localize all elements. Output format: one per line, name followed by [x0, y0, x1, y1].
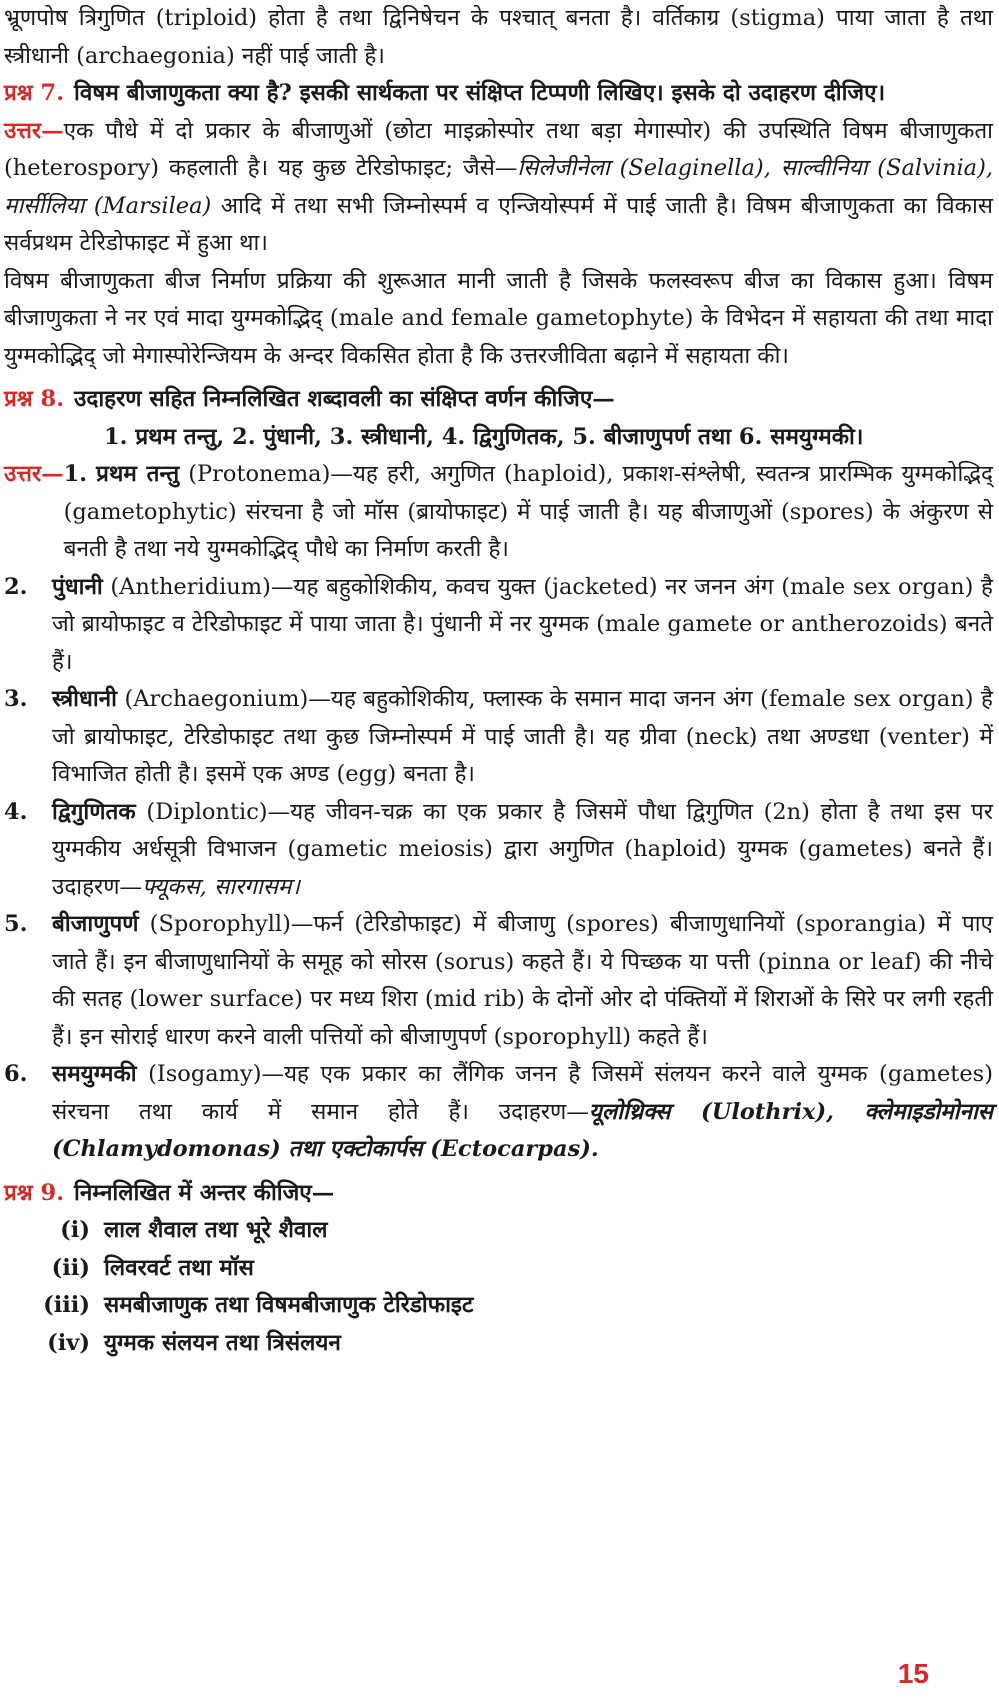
answer-7-text-b: आदि में तथा सभी जिम्नोस्पर्म व एन्जियोस्पर्म में पाई जाती है। विषम बीजाणुकता का विकास सर्वप्रथम टेरिडोफाइट में हुआ था। [4, 192, 993, 256]
answer-8-item-term: द्विगुणितक [52, 798, 136, 825]
question-7-text: विषम बीजाणुकता क्या है? इसकी सार्थकता पर संक्षिप्त टिप्पणी लिखिए। इसके दो उदाहरण दीजिए। [74, 80, 886, 106]
answer-8-item-num: 4. [4, 798, 28, 825]
question-9-text: निम्नलिखित में अन्तर कीजिए— [74, 1179, 335, 1206]
answer-7-paragraph-1 [4, 113, 993, 263]
answer-8-item-body: (Isogamy)—यह एक प्रकार का लैंगिक जनन है जिसमें संलयन करने वाले युग्मक (gametes) संरचना तथा कार्य में समान होते हैं। उदाहरण— [52, 1061, 993, 1125]
list-item [4, 1250, 993, 1288]
question-8-label: प्रश्न 8. [4, 386, 65, 412]
list-item [4, 1212, 993, 1250]
question-7 [4, 75, 993, 113]
answer-8-item-body: (Protonema)—यह हरी, अगुणित (haploid), प्रकाश-संश्लेषी, स्वतन्त्र प्रारम्भिक युग्मकोद्भिद् (gametophytic) संरचना है जो मॉस (ब्रायोफाइट) में पाई जाती है। यह बीजाणुओं (spores) के अंकुरण से बनती है तथा नये युग्मकोद्भिद् पौधे का निर्माण करती है। [63, 461, 993, 562]
answer-8-item-example: यूलोथ्रिक्स (Ulothrix), क्लेमाइडोमोनास (Chlamydomonas) तथा एक्टोकार्पस (Ectocarpas). [52, 1098, 993, 1162]
answer-8-item-1 [4, 456, 993, 569]
question-9 [4, 1175, 993, 1213]
answer-8-label: उत्तर— [4, 461, 64, 487]
list-item-num: (iii) [43, 1292, 90, 1318]
question-9-label: प्रश्न 9. [4, 1179, 65, 1206]
list-item-text: समबीजाणुक तथा विषमबीजाणुक टेरिडोफाइट [104, 1292, 474, 1318]
answer-8-item-num: 2. [4, 573, 28, 600]
answer-8-item-num: 1. [63, 461, 88, 487]
answer-8-item-num: 5. [4, 911, 28, 937]
page-number: 15 [897, 1658, 929, 1689]
answer-8-item-3 [4, 681, 993, 794]
answer-7-text-a: एक पौधे में दो प्रकार के बीजाणुओं (छोटा माइक्रोस्पोर तथा बड़ा मेगास्पोर) की उपस्थिति विषम बीजाणुकता (heterospory) कहलाती है। यह कुछ टेरिडोफाइट; जैसे— [4, 117, 993, 181]
answer-8-item-example: फ्यूकस, सारगासम। [142, 873, 300, 900]
answer-8-item-term: समयुग्मकी [52, 1061, 137, 1087]
list-item-num: (ii) [51, 1254, 90, 1281]
answer-8-item-term: पुंधानी [52, 573, 103, 600]
answer-8-item-body: (Sporophyll)—फर्न (टेरिडोफाइट) में बीजाणु (spores) बीजाणुधानियों (sporangia) में पाए जाते हैं। इन बीजाणुधानियों के समूह को सोरस (sorus) कहते हैं। ये पिच्छक या पत्ती (pinna or leaf) की नीचे की सतह (lower surface) पर मध्य शिरा (mid rib) के दोनों ओर दो पंक्तियों में शिराओं के सिरे पर लगी रहती हैं। इन सोराई धारण करने वाली पत्तियों को बीजाणुपर्ण (sporophyll) कहते हैं। [52, 911, 993, 1050]
answer-8-item-2 [4, 569, 993, 682]
answer-8-item-body: (Antheridium)—यह बहुकोशिकीय, कवच युक्त (jacketed) नर जनन अंग (male sex organ) है जो ब्रायोफाइट व टेरिडोफाइट में पाया जाता है। पुंधानी में नर युग्मक (male gamete or antherozoids) बनते हैं। [52, 573, 993, 675]
answer-8-item-6 [4, 1056, 993, 1169]
answer-8-item-num: 3. [4, 686, 28, 712]
list-item-text: लाल शैवाल तथा भूरे शैवाल [104, 1217, 328, 1243]
list-item-text: युग्मक संलयन तथा त्रिसंलयन [104, 1329, 341, 1356]
question-8 [4, 381, 993, 419]
answer-7-label: उत्तर— [4, 117, 64, 144]
page-content [4, 0, 993, 1362]
answer-8-item-term: स्त्रीधानी [52, 686, 117, 712]
answer-8-item-term: प्रथम तन्तु [96, 461, 180, 487]
answer-7-examples: सिलेजीनेला (Selaginella), साल्वीनिया (Salvinia), मार्सीलिया (Marsilea) [4, 155, 994, 219]
answer-8-item-num: 6. [4, 1061, 28, 1087]
answer-8-item-body: (Diplontic)—यह जीवन-चक्र का एक प्रकार है जिसमें पौधा द्विगुणित (2n) होता है तथा इस पर युग्मकीय अर्धसूत्री विभाजन (gametic meiosis) द्वारा अगुणित (haploid) युग्मक (gametes) बनते हैं। उदाहरण— [52, 798, 993, 900]
list-item-text: लिवरवर्ट तथा मॉस [104, 1254, 254, 1281]
list-item [4, 1325, 993, 1363]
question-8-subitems: 1. प्रथम तन्तु, 2. पुंधानी, 3. स्त्रीधानी, 4. द्विगुणितक, 5. बीजाणुपर्ण तथा 6. समयुग्मकी। [104, 423, 864, 450]
list-item-num: (iv) [47, 1329, 90, 1356]
answer-8-item-body: (Archaegonium)—यह बहुकोशिकीय, फ्लास्क के समान मादा जनन अंग (female sex organ) है जो ब्रायोफाइट, टेरिडोफाइट तथा कुछ जिम्नोस्पर्म में पाई जाती है। यह ग्रीवा (neck) तथा अण्डधा (venter) में विभाजित होती है। इसमें एक अण्ड (egg) बनता है। [52, 686, 993, 787]
question-9-list [4, 1212, 993, 1362]
answer-8-item-5 [4, 906, 993, 1056]
answer-8-item-term: बीजाणुपर्ण [52, 911, 139, 937]
continuation-paragraph: भ्रूणपोष त्रिगुणित (triploid) होता है तथा द्विनिषेचन के पश्चात् बनता है। वर्तिकाग्र (stigma) पाया जाता है तथा स्त्रीधानी (archaegonia) नहीं पाई जाती है। [4, 5, 993, 69]
answer-8-item-4 [4, 794, 993, 907]
answer-7-paragraph-2: विषम बीजाणुकता बीज निर्माण प्रक्रिया की शुरूआत मानी जाती है जिसके फलस्वरूप बीज का विकास हुआ। विषम बीजाणुकता ने नर एवं मादा युग्मकोद्भिद् (male and female gametophyte) के विभेदन में सहायता की तथा मादा युग्मकोद्भिद् जो मेगास्पोरेन्जियम के अन्दर विकसित होता है कि उत्तरजीविता बढ़ाने में सहायता की। [4, 267, 993, 369]
question-7-label: प्रश्न 7. [4, 80, 65, 106]
question-8-text: उदाहरण सहित निम्नलिखित शब्दावली का संक्षिप्त वर्णन कीजिए— [74, 386, 615, 412]
list-item [4, 1287, 993, 1325]
list-item-num: (i) [60, 1217, 90, 1243]
